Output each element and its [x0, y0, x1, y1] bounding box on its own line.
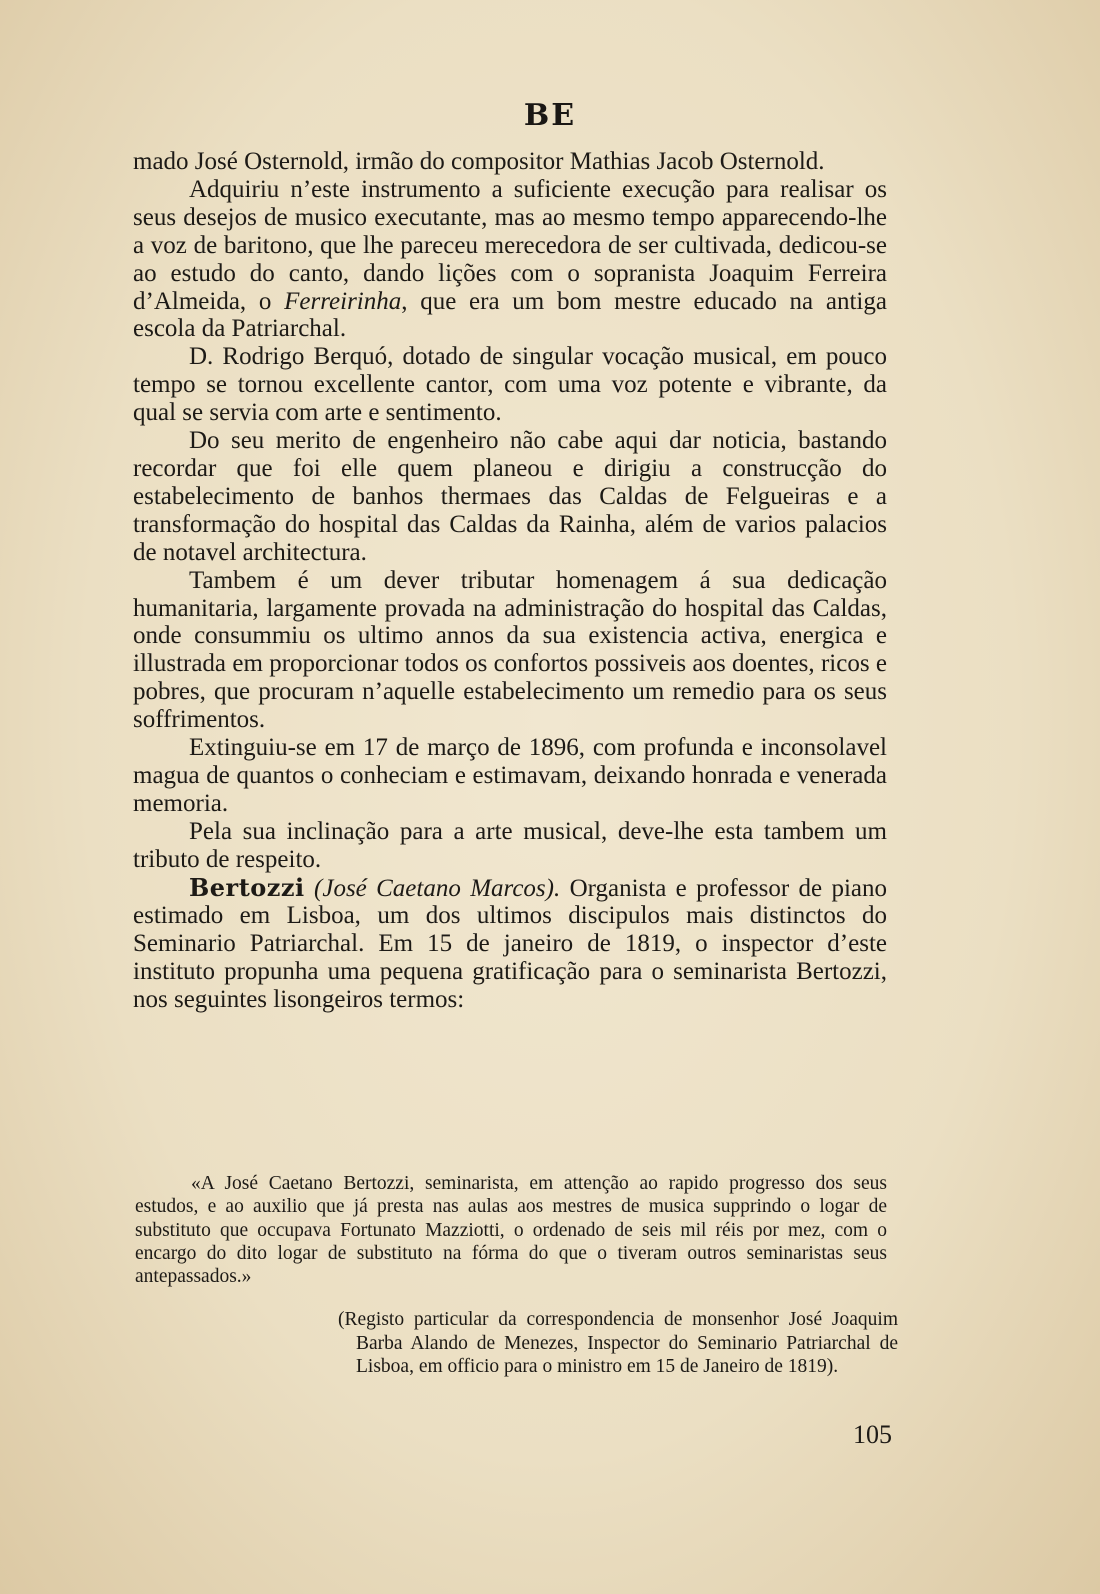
- paragraph-death: Extinguiu-se em 17 de março de 1896, com profunda e inconsolavel magua de quantos o conheciam e estimavam, deixando honrada e venerada memoria.: [133, 734, 887, 817]
- nickname-italic: Ferreirinha: [284, 287, 402, 315]
- entry-text: Organista e professor de piano estimado em Lisboa, um dos ultimos discipulos mais distinctos do Seminario Patriarchal. Em 15 de janeiro de 1819, o inspector d’este instituto propunha uma pequena gratificação para o seminarista Bertozzi, nos seguintes lisongeiros termos:: [133, 874, 887, 1014]
- paragraph-singer: D. Rodrigo Berquó, dotado de singular vocação musical, em pouco tempo se tornou excellente cantor, com uma voz potente e vibrante, da qual se servia com arte e sentimento.: [133, 343, 887, 427]
- quote-text: «A José Caetano Bertozzi, seminarista, em attenção ao rapido progresso dos seus estudos, e ao auxilio que já presta nas aulas aos mestres de musica supprindo o logar de substituto que occupava Fortunato Mazziotti, o ordenado de seis mil réis por mez, com o encargo do dito logar de substituto na fórma do que o tiveram outros seminaristas seus antepassados.»: [135, 1173, 887, 1288]
- entry-name: Bertozzi: [189, 872, 305, 902]
- paragraph-continuation: mado José Osternold, irmão do compositor Mathias Jacob Osternold.: [133, 148, 825, 175]
- entry-bertozzi: [133, 874, 887, 1015]
- paragraph-voice-training: [133, 176, 887, 343]
- entry-full-name: (José Caetano Marcos).: [304, 874, 561, 902]
- paragraph-tribute: Pela sua inclinação para a arte musical, deve-lhe esta tambem um tributo de respeito.: [133, 817, 887, 873]
- paragraph-humanitarian: Tambem é um dever tributar homenagem á sua dedicação humanitaria, largamente provada na administração do hospital das Caldas, onde consummiu os ultimo annos da sua existencia activa, energica e illustrada em proporcionar todos os confortos possiveis aos doentes, ricos e pobres, que procuram n’aquelle estabelecimento um remedio para os seus soffrimentos.: [133, 566, 887, 734]
- block-quote: [135, 1172, 887, 1288]
- paragraph-text: , que era um bom mestre educado na antiga escola da Patriarchal.: [133, 287, 887, 343]
- running-head: BE: [523, 98, 577, 133]
- page-number: 105: [853, 1420, 892, 1449]
- paragraph-engineer: Do seu merito de engenheiro não cabe aqui dar noticia, bastando recordar que foi elle quem planeou e dirigiu a construcção do estabelecimento de banhos thermaes das Caldas de Felgueiras e a transformação do hospital das Caldas da Rainha, além de varios palacios de notavel architectura.: [133, 427, 887, 566]
- paragraph-text: Adquiriu n’este instrumento a suficiente execução para realisar os seus desejos de musico executante, mas ao mesmo tempo apparecendo-lhe a voz de baritono, que lhe pareceu merecedora de ser cultivada, dedicou-se ao estudo do canto, dando lições com o sopranista Joaquim Ferreira d’Almeida, o: [133, 175, 887, 315]
- main-text: [133, 148, 887, 1014]
- quote-citation: (Registo particular da correspondencia de monsenhor José Joaquim Barba Alando de Menezes, Inspector do Seminario Patriarchal de Lisboa, em officio para o ministro em 15 de Janeiro de 1819).: [338, 1309, 898, 1377]
